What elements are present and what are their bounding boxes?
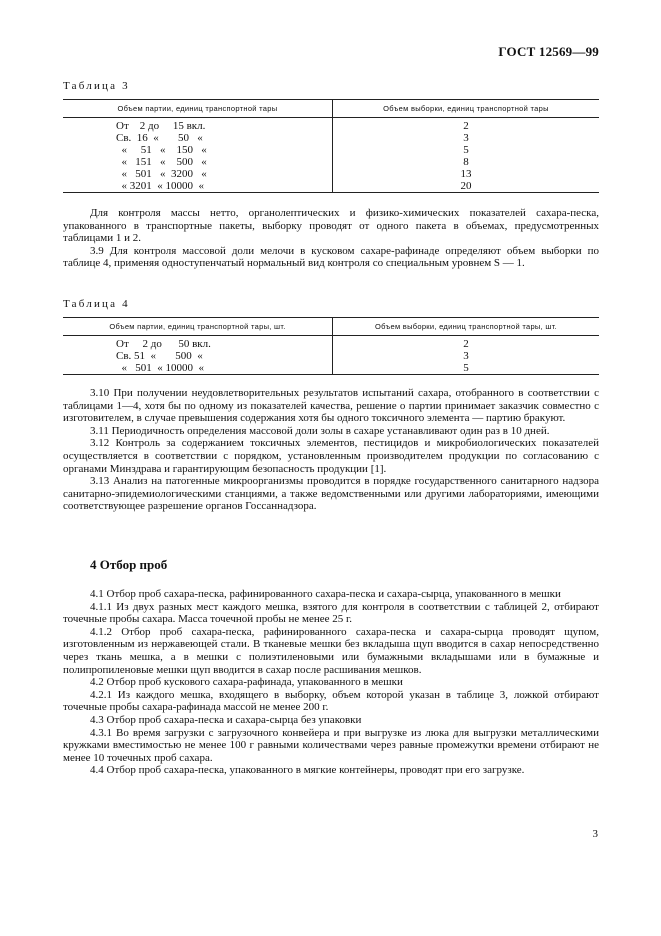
table4-range-cell: От 2 до 50 вкл. bbox=[116, 338, 211, 350]
table-row bbox=[63, 132, 599, 144]
paragraph: 4.1 Отбор проб сахара-песка, рафинированного сахара-песка и сахара-сырца, упакованного в мешки bbox=[90, 588, 561, 600]
paragraph: 4.1.1 Из двух разных мест каждого мешка, взятого для контроля в соответствии с таблицей 2, отбирают точечные пробы сахара. Масса точечной пробы не менее 25 г. bbox=[63, 600, 599, 626]
paragraph: 4.2.1 Из каждого мешка, входящего в выборку, объем которой указан в таблице 3, ложкой отбирают точечные пробы сахара-рафинада массой не менее 200 г. bbox=[63, 688, 599, 714]
table3-range-cell: От 2 до 15 вкл. bbox=[116, 120, 206, 132]
paragraph: 4.4 Отбор проб сахара-песка, упакованного в мягкие контейнеры, проводят при его загрузке. bbox=[90, 764, 525, 777]
paragraph-block-c bbox=[63, 588, 599, 777]
table-row bbox=[63, 336, 599, 351]
page-number: 3 bbox=[592, 828, 598, 840]
table4-sample-cell: 2 bbox=[463, 338, 469, 350]
table3-range-cell: « 51 « 150 « bbox=[116, 144, 207, 156]
table-row bbox=[63, 118, 599, 133]
table3-range-cell: « 3201 « 10000 « bbox=[116, 180, 204, 192]
paragraph-block-a bbox=[63, 207, 599, 270]
table3-range-cell: Св. 16 « 50 « bbox=[116, 132, 203, 144]
table3-range-cell: « 151 « 500 « bbox=[116, 156, 207, 168]
table4-caption: Таблица 4 bbox=[63, 298, 130, 310]
table-row bbox=[63, 350, 599, 362]
table4-range-cell: « 501 « 10000 « bbox=[116, 362, 204, 374]
table3-sample-cell: 20 bbox=[460, 180, 472, 192]
table3-sample-cell: 13 bbox=[460, 168, 472, 180]
paragraph: 3.13 Анализ на патогенные микроорганизмы проводится в порядке государственного санитарного надзора санитарно-эпидемиологическими станциями, а также ведомственными или другими лабораториями, имеющими соответствующее разрешение органов Госсаннадзора. bbox=[63, 475, 599, 513]
paragraph: 4.3 Отбор проб сахара-песка и сахара-сырца без упаковки bbox=[90, 713, 362, 726]
paragraph: 4.1.2 Отбор проб сахара-песка, рафинированного сахара-песка и сахара-сырца проводят щупом, изготовленным из нержавеющей стали. В тканевые мешки без вкладыша щуп вводится в сахар непосредственно через ткань мешка, а в мешки с полиэтиленовыми или бумажными вкладышами или в бумажные и полипропиленовые мешки щуп вводится в сахар после расшивания мешков. bbox=[63, 625, 599, 676]
paragraph: 4.3.1 Во время загрузки с загрузочного конвейера и при выгрузке из люка для выгрузки металлическими кружками вместимостью не менее 100 г равными количествами через равные промежутки времени отбирают не менее 10 точечных проб сахара. bbox=[63, 726, 599, 764]
table3-col1-header: Объем партии, единиц транспортной тары bbox=[63, 100, 333, 118]
table3-range-cell: « 501 « 3200 « bbox=[116, 168, 207, 180]
paragraph: 4.2 Отбор проб кускового сахара-рафинада, упакованного в мешки bbox=[90, 676, 403, 689]
table-row bbox=[63, 168, 599, 180]
doc-header-code: ГОСТ 12569—99 bbox=[498, 44, 599, 59]
table4-sample-cell: 5 bbox=[463, 362, 469, 374]
table-row bbox=[63, 180, 599, 193]
table3-caption: Таблица 3 bbox=[63, 80, 130, 92]
table3 bbox=[63, 99, 599, 193]
table3-sample-cell: 5 bbox=[463, 144, 469, 156]
table4-sample-cell: 3 bbox=[463, 350, 469, 362]
table-row bbox=[63, 144, 599, 156]
table3-col2-header: Объем выборки, единиц транспортной тары bbox=[333, 100, 600, 118]
table-row bbox=[63, 362, 599, 375]
table3-sample-cell: 3 bbox=[463, 132, 469, 144]
paragraph-block-b bbox=[63, 387, 599, 513]
paragraph: 3.12 Контроль за содержанием токсичных элементов, пестицидов и микробиологических показателей осуществляется в соответствии с порядком, установленным производителем продукции по согласованию с органами Минздрава и гарантирующим безопасность продукции [1]. bbox=[63, 437, 599, 475]
paragraph: 3.9 Для контроля массовой доли мелочи в кусковом сахаре-рафинаде определяют объем выборки по таблице 4, применяя одноступенчатый нормальный вид контроля со специальным уровнем S — 1. bbox=[63, 244, 599, 270]
paragraph: Для контроля массы нетто, органолептических и физико-химических показателей сахара-песка, упакованного в транспортные пакеты, выборку проводят от одного пакета в объемах, предусмотренных таблицами 1 и 2. bbox=[63, 207, 599, 245]
table3-sample-cell: 2 bbox=[463, 120, 469, 132]
paragraph: 3.10 При получении неудовлетворительных результатов испытаний сахара, отобранного в соответствии с таблицами 1—4, хотя бы по одному из показателей качества, решение о партии принимает заказчик совместно с изготовителем, в случае превышения содержания хотя бы одного токсичного элемента — партию бракуют. bbox=[63, 387, 599, 425]
table4 bbox=[63, 317, 599, 375]
table-row bbox=[63, 156, 599, 168]
table4-range-cell: Св. 51 « 500 « bbox=[116, 350, 203, 362]
table4-col2-header: Объем выборки, единиц транспортной тары, шт. bbox=[333, 318, 600, 336]
table4-col1-header: Объем партии, единиц транспортной тары, шт. bbox=[63, 318, 333, 336]
section-title: 4 Отбор проб bbox=[90, 557, 168, 572]
paragraph: 3.11 Периодичность определения массовой доли золы в сахаре устанавливают один раз в 10 дней. bbox=[90, 424, 550, 437]
table3-sample-cell: 8 bbox=[463, 156, 469, 168]
